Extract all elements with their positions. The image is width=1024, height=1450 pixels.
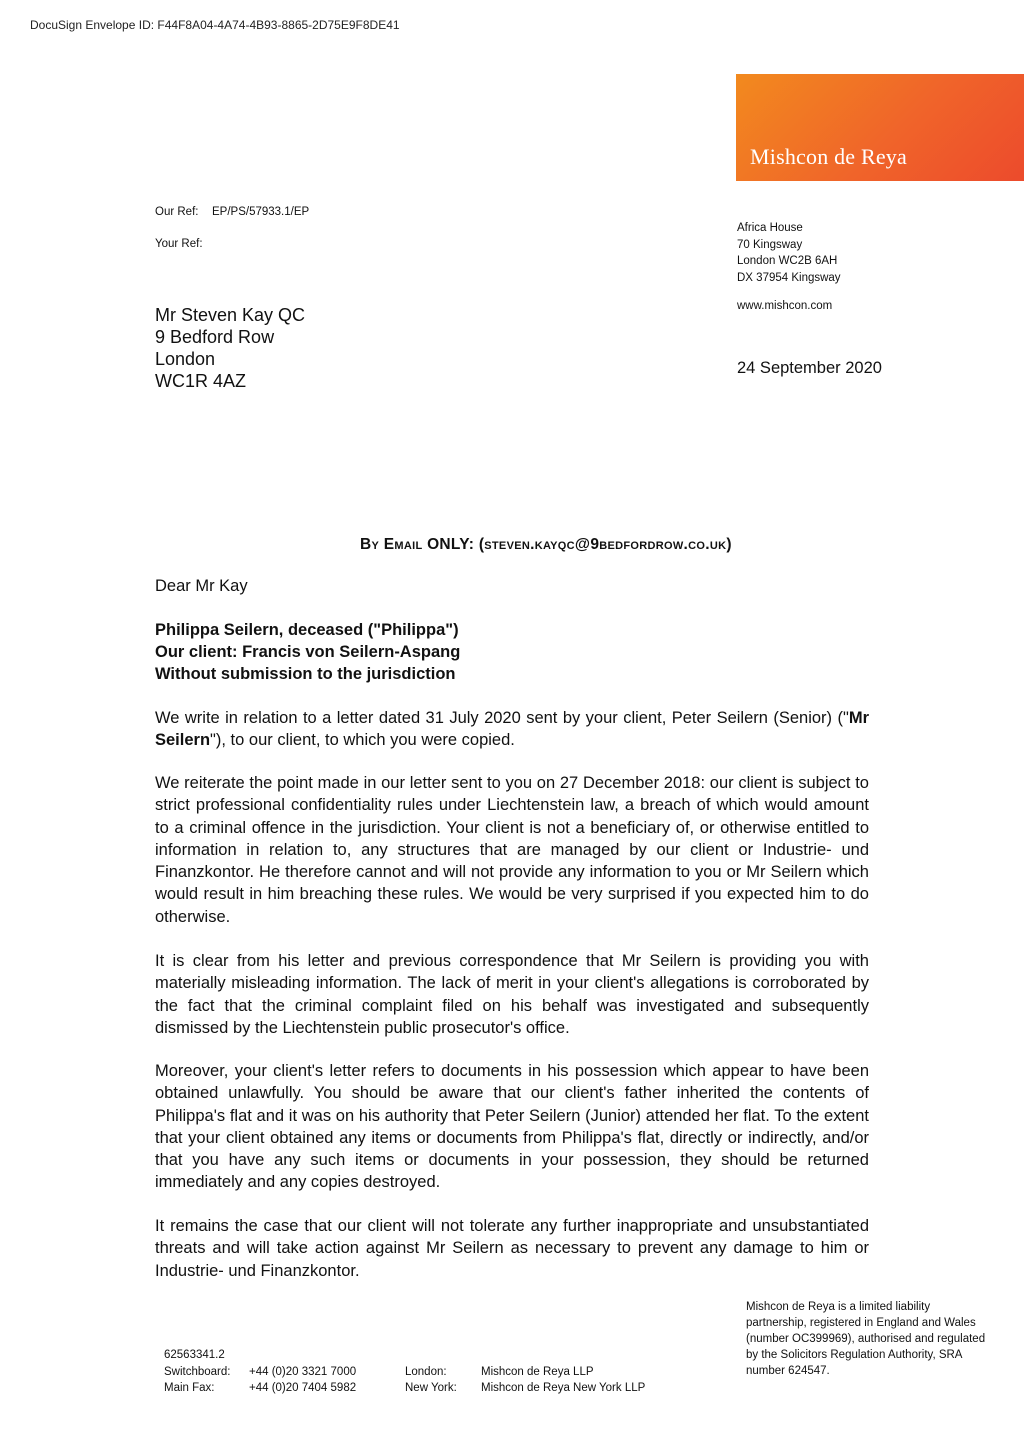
subject-line: Without submission to the jurisdiction (155, 665, 456, 683)
paragraph-5: It remains the case that our client will not tolerate any further inappropriate and unsubstantiated threats and will take action against Mr Seilern as necessary to prevent any damage to him or Industrie- und Finanzkontor. (155, 1217, 869, 1280)
docusign-envelope-id: DocuSign Envelope ID: F44F8A04-4A74-4B93-8865-2D75E9F8DE41 (30, 18, 400, 32)
recipient-line: WC1R 4AZ (155, 371, 247, 391)
paragraph-1-text: We write in relation to a letter dated 31 July 2020 sent by your client, Peter Seilern (Senior) (" (155, 709, 849, 727)
our-ref (155, 206, 309, 218)
paragraph-1-text-end: "), to our client, to which you were copied. (210, 731, 515, 750)
recipient-address (155, 304, 305, 392)
london-label: London: (405, 1366, 447, 1378)
subject-block (155, 619, 460, 685)
firm-address-line: London WC2B 6AH (737, 255, 838, 267)
newyork-value: Mishcon de Reya New York LLP (481, 1382, 646, 1394)
salutation: Dear Mr Kay (155, 577, 248, 595)
firm-address-line: 70 Kingsway (737, 238, 803, 251)
document-number: 62563341.2 (164, 1349, 225, 1361)
paragraph-1-bold: Mr Seilern (155, 709, 869, 750)
your-ref-label: Your Ref: (155, 238, 203, 250)
your-ref (155, 238, 212, 250)
firm-address-line: Africa House (737, 222, 803, 234)
registration-notice: Mishcon de Reya is a limited liability partnership, registered in England and Wales (number OC399969), authorised and regulated by the Solicitors Regulation Authority, SRA number 624547. (746, 1301, 986, 1377)
london-value: Mishcon de Reya LLP (481, 1366, 594, 1378)
recipient-line: 9 Bedford Row (155, 327, 275, 347)
firm-website: www.mishcon.com (737, 300, 833, 312)
fax-label: Main Fax: (164, 1382, 215, 1394)
firm-address-line: DX 37954 Kingsway (737, 271, 841, 284)
by-email-notice: By Email ONLY: (steven.kayqc@9bedfordrow.co.uk) (360, 536, 732, 553)
paragraph-1 (155, 707, 869, 752)
paragraph-3: It is clear from his letter and previous correspondence that Mr Seilern is providing you with materially misleading information. The lack of merit in your client's allegations is corroborated by the fact that the criminal complaint filed on his behalf was investigated and subsequently dismissed by the Liechtenstein public prosecutor's office. (155, 952, 869, 1037)
our-ref-label: Our Ref: (155, 206, 199, 218)
our-ref-value: EP/PS/57933.1/EP (212, 206, 310, 218)
subject-line: Our client: Francis von Seilern-Aspang (155, 643, 461, 661)
firm-address (737, 220, 841, 286)
fax-value: +44 (0)20 7404 5982 (249, 1382, 357, 1394)
letter-date: 24 September 2020 (737, 359, 882, 377)
switchboard-label: Switchboard: (164, 1366, 231, 1378)
recipient-line: Mr Steven Kay QC (155, 305, 306, 325)
switchboard-value: +44 (0)20 3321 7000 (249, 1366, 357, 1378)
subject-line: Philippa Seilern, deceased ("Philippa") (155, 621, 459, 639)
paragraph-2: We reiterate the point made in our letter sent to you on 27 December 2018: our client is subject to strict professional confidentiality rules under Liechtenstein law, a breach of which would amount to a criminal offence in the jurisdiction. Your client is not a beneficiary of, or otherwise entitled to information in relation to, any structures that are managed by our client or Industrie- und Finanzkontor. He therefore cannot and will not provide any information to you or Mr Seilern which would result in him breaching these rules. We would be very surprised if you expected him to do otherwise. (155, 774, 869, 926)
newyork-label: New York: (405, 1382, 457, 1394)
paragraph-4: Moreover, your client's letter refers to documents in his possession which appear to have been obtained unlawfully. You should be aware that our client's father inherited the contents of Philippa's flat and it was on his authority that Peter Seilern (Junior) attended her flat. To the extent that your client obtained any items or documents from Philippa's flat, directly or indirectly, and/or that you have any such items or documents in your possession, they should be returned immediately and any copies destroyed. (155, 1062, 869, 1192)
recipient-line: London (155, 349, 216, 369)
logo-text: Mishcon de Reya (750, 144, 907, 169)
firm-logo (736, 74, 1024, 181)
